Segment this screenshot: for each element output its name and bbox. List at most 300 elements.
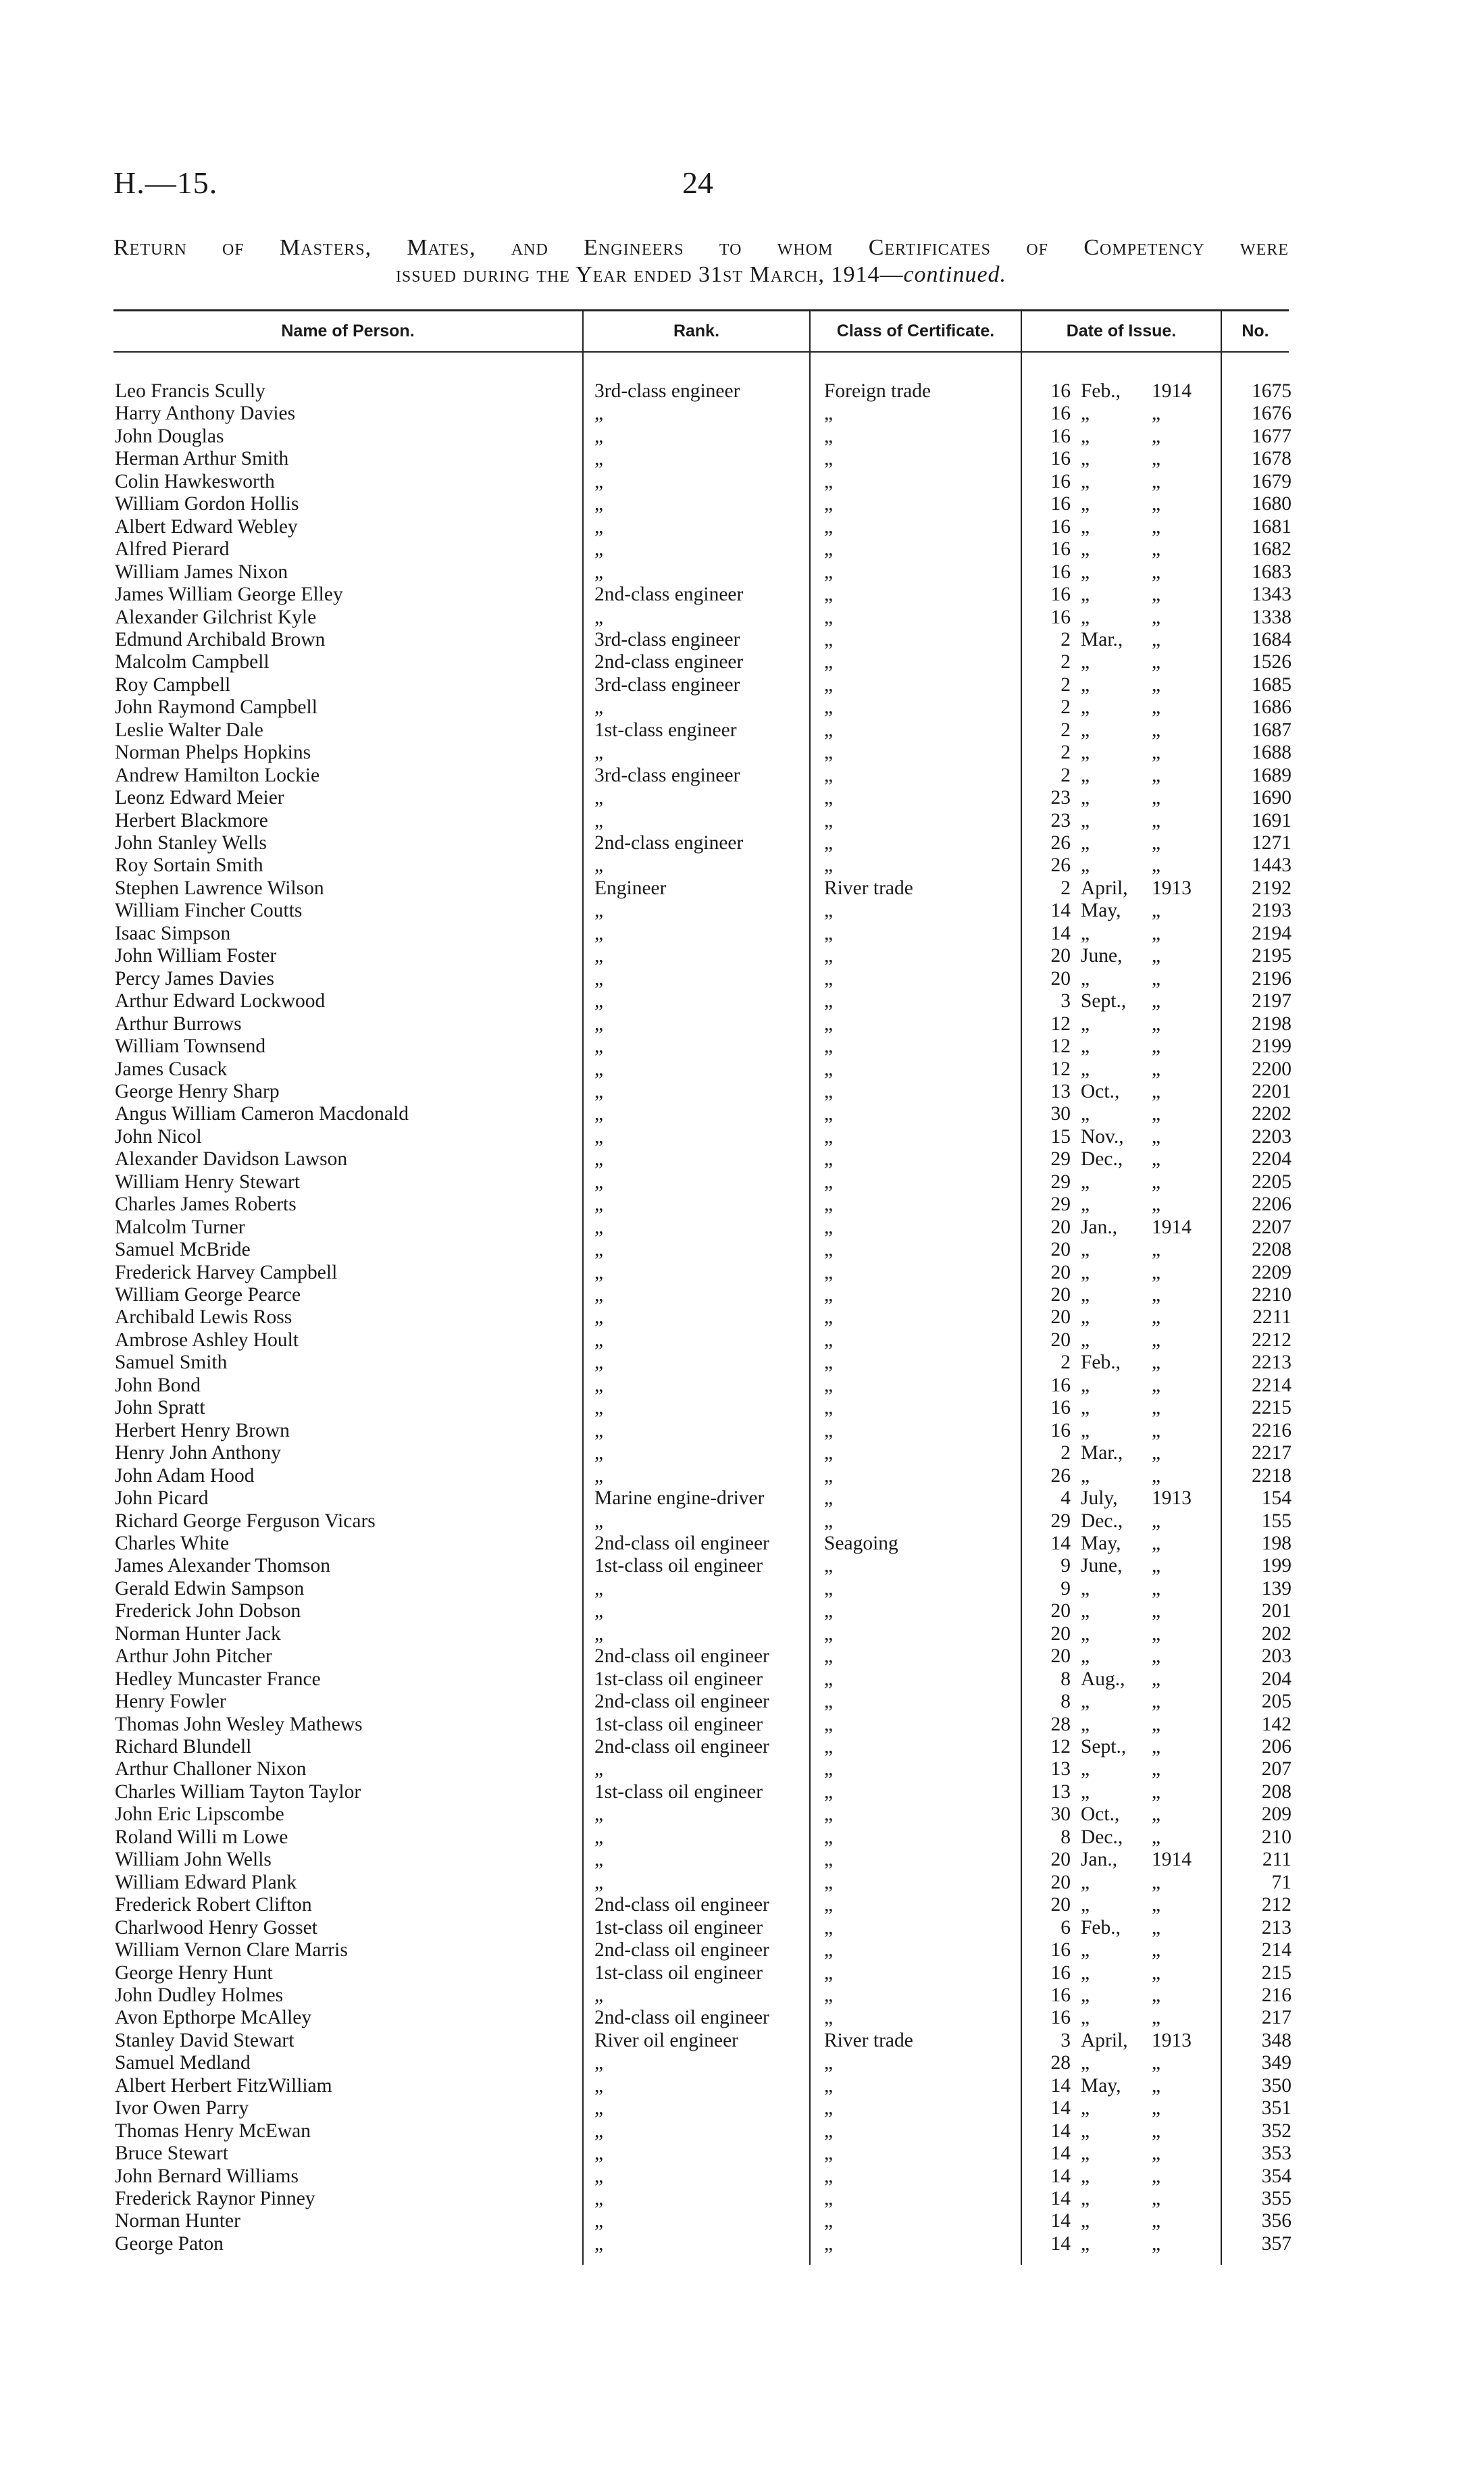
issue-month: „ — [1081, 403, 1090, 425]
issue-day: 9 — [1060, 1577, 1071, 1599]
certificate-number: 202 — [1261, 1622, 1291, 1645]
issue-month: „ — [1081, 2210, 1090, 2232]
rank: „ — [594, 425, 604, 447]
certificate-number: 1689 — [1252, 764, 1291, 786]
rank: 1st-class oil engineer — [594, 1780, 763, 1803]
issue-year: „ — [1152, 1916, 1161, 1939]
rank: „ — [594, 1803, 604, 1826]
issue-year: „ — [1152, 1780, 1161, 1803]
issue-day: 26 — [1050, 1464, 1071, 1487]
table-row — [0, 1442, 1484, 1464]
issue-day: 14 — [1050, 900, 1071, 922]
issue-day: 2 — [1060, 1352, 1071, 1374]
issue-month: „ — [1081, 2232, 1090, 2255]
rank: „ — [594, 1216, 604, 1238]
report-code: H.—15. — [113, 165, 218, 200]
rank: „ — [594, 403, 604, 425]
issue-day: 9 — [1060, 1555, 1071, 1577]
certificate-class: „ — [824, 561, 834, 583]
issue-year: „ — [1152, 787, 1161, 809]
issue-month: April, — [1081, 877, 1128, 899]
issue-year: „ — [1152, 2097, 1161, 2120]
rank: „ — [594, 1442, 604, 1464]
certificate-number: 2204 — [1252, 1148, 1291, 1171]
issue-day: 2 — [1060, 719, 1071, 741]
person-name: John Douglas — [115, 425, 224, 447]
table-row — [0, 1600, 1484, 1622]
table-row — [0, 1872, 1484, 1894]
issue-day: 20 — [1050, 945, 1071, 967]
issue-month: Oct., — [1081, 1803, 1120, 1826]
rank: „ — [594, 2188, 604, 2209]
issue-day: 12 — [1050, 1035, 1071, 1058]
table-row — [0, 742, 1484, 764]
person-name: James Alexander Thomson — [115, 1555, 330, 1577]
certificate-number: 212 — [1261, 1894, 1291, 1916]
rank: „ — [594, 1849, 604, 1871]
issue-year: „ — [1152, 1691, 1161, 1713]
certificate-class: „ — [824, 1194, 834, 1216]
certificate-class: „ — [824, 764, 834, 786]
person-name: John Dudley Holmes — [115, 1984, 284, 2006]
issue-year: „ — [1152, 1148, 1161, 1171]
table-row — [0, 1397, 1484, 1419]
rank: „ — [594, 1984, 604, 2006]
certificate-number: 71 — [1271, 1871, 1291, 1893]
certificate-number: 350 — [1261, 2074, 1291, 2097]
issue-month: June, — [1081, 945, 1123, 967]
certificate-class: „ — [824, 2120, 834, 2142]
issue-day: 16 — [1050, 1961, 1071, 1984]
issue-day: 16 — [1050, 606, 1071, 628]
person-name: Alexander Davidson Lawson — [115, 1148, 348, 1171]
issue-day: 16 — [1050, 515, 1071, 538]
issue-year: „ — [1152, 900, 1161, 922]
issue-day: 12 — [1050, 1012, 1071, 1035]
table-row — [0, 1781, 1484, 1803]
rank: „ — [594, 1148, 604, 1171]
certificate-number: 2211 — [1252, 1306, 1291, 1329]
issue-year: „ — [1152, 470, 1161, 492]
certificate-number: 351 — [1261, 2097, 1291, 2120]
rank: „ — [594, 1577, 604, 1599]
table-row — [0, 1803, 1484, 1826]
person-name: Thomas John Wesley Mathews — [115, 1713, 363, 1735]
issue-day: 16 — [1050, 1419, 1071, 1441]
issue-year: 1913 — [1152, 2029, 1192, 2051]
certificate-class: „ — [824, 696, 834, 719]
issue-year: 1913 — [1152, 1487, 1192, 1510]
issue-month: Jan., — [1081, 1216, 1118, 1238]
table-row — [0, 1171, 1484, 1194]
issue-year: „ — [1152, 809, 1161, 831]
certificate-class: „ — [824, 945, 834, 967]
table-title-text: issued during the Year ended 31st March, 1914— — [395, 262, 904, 287]
issue-month: „ — [1081, 764, 1090, 786]
certificate-class: „ — [824, 651, 834, 673]
issue-month: „ — [1081, 1419, 1090, 1441]
issue-month: „ — [1081, 742, 1090, 764]
table-row — [0, 1691, 1484, 1713]
certificate-number: 199 — [1261, 1555, 1291, 1577]
issue-month: „ — [1081, 1261, 1090, 1283]
certificate-class: „ — [824, 403, 834, 425]
rank: „ — [594, 1058, 604, 1080]
issue-day: 14 — [1050, 1532, 1071, 1554]
rank: „ — [594, 1035, 604, 1058]
person-name: Alexander Gilchrist Kyle — [115, 606, 317, 628]
rank: „ — [594, 1758, 604, 1780]
certificate-number: 1683 — [1252, 561, 1291, 583]
issue-day: 14 — [1050, 2074, 1071, 2097]
certificate-number: 1338 — [1252, 606, 1291, 628]
table-row — [0, 1420, 1484, 1442]
person-name: Bruce Stewart — [115, 2142, 228, 2165]
issue-day: 16 — [1050, 380, 1071, 402]
certificate-class: „ — [824, 2188, 834, 2209]
rank: „ — [594, 561, 604, 583]
certificate-class: „ — [824, 1780, 834, 1803]
table-row — [0, 629, 1484, 651]
rank: „ — [594, 1419, 604, 1441]
person-name: Leslie Walter Dale — [115, 719, 263, 741]
certificate-number: 2194 — [1252, 922, 1291, 944]
table-row — [0, 1578, 1484, 1600]
issue-month: „ — [1081, 1939, 1090, 1961]
table-row — [0, 2120, 1484, 2142]
column-header-class: Class of Certificate. — [836, 322, 995, 340]
rank: „ — [594, 2120, 604, 2142]
table-row — [0, 1984, 1484, 2007]
certificate-class: „ — [824, 1939, 834, 1961]
issue-month: „ — [1081, 425, 1090, 447]
certificate-class: „ — [824, 1577, 834, 1599]
person-name: Charles White — [115, 1532, 230, 1554]
issue-day: 28 — [1050, 1713, 1071, 1735]
issue-year: „ — [1152, 2007, 1161, 2029]
certificate-number: 1681 — [1252, 515, 1291, 538]
certificate-class: „ — [824, 1758, 834, 1780]
issue-year: „ — [1152, 1080, 1161, 1102]
certificate-number: 2208 — [1252, 1239, 1291, 1261]
certificate-class: „ — [824, 1600, 834, 1622]
rank: 2nd-class oil engineer — [594, 1532, 769, 1554]
issue-day: 16 — [1050, 425, 1071, 447]
issue-month: „ — [1081, 673, 1090, 696]
certificate-number: 1684 — [1252, 628, 1291, 650]
table-row — [0, 1239, 1484, 1261]
issue-month: Nov., — [1081, 1125, 1124, 1148]
issue-year: „ — [1152, 403, 1161, 425]
certificate-class: „ — [824, 900, 834, 922]
rank: „ — [594, 696, 604, 719]
table-row — [0, 1262, 1484, 1284]
person-name: Isaac Simpson — [115, 922, 231, 944]
rank: „ — [594, 448, 604, 470]
person-name: James Cusack — [115, 1058, 228, 1080]
rank: Engineer — [594, 877, 667, 899]
rank: „ — [594, 1239, 604, 1261]
issue-month: Mar., — [1081, 1442, 1123, 1464]
table-row — [0, 1939, 1484, 1961]
certificate-class: „ — [824, 1012, 834, 1035]
certificate-class: „ — [824, 832, 834, 854]
issue-day: 2 — [1060, 673, 1071, 696]
issue-day: 30 — [1050, 1103, 1071, 1125]
certificate-class: „ — [824, 1510, 834, 1532]
issue-month: „ — [1081, 2097, 1090, 2120]
issue-year: „ — [1152, 1125, 1161, 1148]
issue-month: „ — [1081, 719, 1090, 741]
certificate-number: 348 — [1261, 2029, 1291, 2051]
certificate-class: River trade — [824, 877, 913, 899]
certificate-class: „ — [824, 538, 834, 561]
issue-month: „ — [1081, 1103, 1090, 1125]
person-name: Stanley David Stewart — [115, 2029, 295, 2051]
certificate-number: 2217 — [1252, 1442, 1291, 1464]
issue-month: „ — [1081, 1171, 1090, 1193]
table-row — [0, 1058, 1484, 1081]
rank: 1st-class engineer — [594, 719, 737, 741]
issue-month: Aug., — [1081, 1668, 1125, 1690]
issue-year: „ — [1152, 1668, 1161, 1690]
issue-year: „ — [1152, 425, 1161, 447]
person-name: William George Pearce — [115, 1284, 301, 1306]
table-row — [0, 493, 1484, 515]
issue-day: 29 — [1050, 1194, 1071, 1216]
rank: „ — [594, 1125, 604, 1148]
issue-month: „ — [1081, 2165, 1090, 2187]
issue-day: 2 — [1060, 742, 1071, 764]
rank: River oil engineer — [594, 2029, 738, 2051]
certificate-number: 1685 — [1252, 673, 1291, 696]
person-name: Frederick John Dobson — [115, 1600, 301, 1622]
table-row — [0, 1962, 1484, 1984]
issue-day: 14 — [1050, 2210, 1071, 2232]
table-title-line-1: Return of Masters, Mates, and Engineers to whom Certificates of Competency were — [113, 235, 1289, 260]
person-name: Percy James Davies — [115, 967, 274, 990]
certificate-number: 1676 — [1252, 403, 1291, 425]
issue-day: 20 — [1050, 1239, 1071, 1261]
issue-day: 2 — [1060, 764, 1071, 786]
person-name: Angus William Cameron Macdonald — [115, 1103, 409, 1125]
table-row — [0, 1329, 1484, 1352]
issue-year: „ — [1152, 1510, 1161, 1532]
issue-day: 8 — [1060, 1668, 1071, 1690]
person-name: Henry John Anthony — [115, 1442, 281, 1464]
table-row — [0, 516, 1484, 538]
table-row — [0, 854, 1484, 877]
certificate-class: „ — [824, 1713, 834, 1735]
rank: „ — [594, 515, 604, 538]
certificate-number: 206 — [1261, 1736, 1291, 1757]
rank: „ — [594, 1261, 604, 1283]
rank: „ — [594, 2165, 604, 2187]
issue-month: „ — [1081, 1239, 1090, 1261]
person-name: Ivor Owen Parry — [115, 2097, 249, 2120]
table-row — [0, 1487, 1484, 1510]
table-row — [0, 2075, 1484, 2097]
issue-month: May, — [1081, 900, 1121, 922]
certificate-number: 1682 — [1252, 538, 1291, 561]
person-name: George Henry Hunt — [115, 1961, 273, 1984]
issue-year: „ — [1152, 1239, 1161, 1261]
certificate-class: „ — [824, 854, 834, 877]
issue-year: „ — [1152, 673, 1161, 696]
issue-year: „ — [1152, 1894, 1161, 1916]
issue-year: 1914 — [1152, 380, 1192, 402]
table-row — [0, 832, 1484, 854]
certificate-class: „ — [824, 1284, 834, 1306]
table-row — [0, 1103, 1484, 1125]
rank: 1st-class oil engineer — [594, 1961, 763, 1984]
table-row — [0, 696, 1484, 719]
certificate-number: 211 — [1262, 1849, 1291, 1871]
issue-day: 2 — [1060, 877, 1071, 899]
column-header-no: No. — [1242, 322, 1269, 340]
table-row — [0, 787, 1484, 809]
certificate-number: 154 — [1261, 1487, 1291, 1510]
certificate-number: 352 — [1261, 2120, 1291, 2142]
issue-day: 6 — [1060, 1916, 1071, 1939]
certificate-number: 2202 — [1252, 1103, 1291, 1125]
rank: „ — [594, 606, 604, 628]
rank: 3rd-class engineer — [594, 673, 740, 696]
person-name: Samuel Smith — [115, 1352, 228, 1374]
certificate-class: „ — [824, 2142, 834, 2165]
table-row — [0, 810, 1484, 832]
issue-day: 30 — [1050, 1803, 1071, 1826]
issue-year: „ — [1152, 990, 1161, 1012]
issue-month: „ — [1081, 1961, 1090, 1984]
issue-year: „ — [1152, 945, 1161, 967]
issue-year: „ — [1152, 1035, 1161, 1058]
issue-day: 4 — [1060, 1487, 1071, 1510]
table-row — [0, 448, 1484, 470]
rank: „ — [594, 1352, 604, 1374]
issue-day: 2 — [1060, 696, 1071, 719]
certificate-class: „ — [824, 1691, 834, 1713]
certificate-class: „ — [824, 1442, 834, 1464]
issue-day: 20 — [1050, 1284, 1071, 1306]
certificate-class: „ — [824, 470, 834, 492]
issue-year: „ — [1152, 2052, 1161, 2074]
issue-day: 20 — [1050, 1871, 1071, 1893]
issue-month: „ — [1081, 696, 1090, 719]
issue-day: 29 — [1050, 1148, 1071, 1171]
certificate-class: „ — [824, 719, 834, 741]
issue-day: 14 — [1050, 2142, 1071, 2165]
issue-year: „ — [1152, 1803, 1161, 1826]
person-name: Richard Blundell — [115, 1736, 252, 1757]
certificate-number: 2213 — [1252, 1352, 1291, 1374]
issue-month: „ — [1081, 1691, 1090, 1713]
person-name: Frederick Robert Clifton — [115, 1894, 312, 1916]
certificate-number: 1686 — [1252, 696, 1291, 719]
issue-year: „ — [1152, 1939, 1161, 1961]
issue-day: 23 — [1050, 809, 1071, 831]
person-name: Edmund Archibald Brown — [115, 628, 326, 650]
certificate-class: „ — [824, 787, 834, 809]
person-name: Charles William Tayton Taylor — [115, 1780, 361, 1803]
issue-day: 16 — [1050, 1374, 1071, 1396]
table-row — [0, 1035, 1484, 1058]
rank: „ — [594, 900, 604, 922]
person-name: Andrew Hamilton Lockie — [115, 764, 320, 786]
certificate-number: 1343 — [1252, 584, 1291, 606]
issue-month: „ — [1081, 2188, 1090, 2209]
table-row — [0, 426, 1484, 448]
rank: „ — [594, 1080, 604, 1102]
issue-year: „ — [1152, 967, 1161, 990]
person-name: William Gordon Hollis — [115, 493, 299, 515]
issue-year: „ — [1152, 628, 1161, 650]
issue-month: Mar., — [1081, 628, 1123, 650]
certificate-number: 2206 — [1252, 1194, 1291, 1216]
issue-year: „ — [1152, 1577, 1161, 1599]
rank: „ — [594, 2142, 604, 2165]
certificate-class: „ — [824, 1125, 834, 1148]
certificate-class: „ — [824, 1736, 834, 1757]
certificate-number: 204 — [1261, 1668, 1291, 1690]
person-name: George Paton — [115, 2232, 224, 2255]
rank: „ — [594, 922, 604, 944]
issue-year: „ — [1152, 1329, 1161, 1351]
table-top-rule — [113, 309, 1289, 311]
issue-month: „ — [1081, 2007, 1090, 2029]
person-name: Albert Edward Webley — [115, 515, 298, 538]
certificate-class: „ — [824, 2232, 834, 2255]
table-row — [0, 1081, 1484, 1103]
person-name: Archibald Lewis Ross — [115, 1306, 292, 1329]
certificate-number: 2209 — [1252, 1261, 1291, 1283]
issue-day: 3 — [1060, 990, 1071, 1012]
person-name: Avon Epthorpe McAlley — [115, 2007, 312, 2029]
certificate-class: „ — [824, 1058, 834, 1080]
person-name: John Raymond Campbell — [115, 696, 317, 719]
rank: „ — [594, 787, 604, 809]
certificate-class: „ — [824, 1080, 834, 1102]
certificate-number: 217 — [1261, 2007, 1291, 2029]
rank: 2nd-class oil engineer — [594, 1894, 769, 1916]
rank: „ — [594, 2210, 604, 2232]
table-row — [0, 1284, 1484, 1306]
person-name: Frederick Harvey Campbell — [115, 1261, 338, 1283]
table-row — [0, 2188, 1484, 2210]
certificate-number: 355 — [1261, 2188, 1291, 2209]
person-name: Hedley Muncaster France — [115, 1668, 321, 1690]
issue-day: 2 — [1060, 1442, 1071, 1464]
certificate-number: 155 — [1261, 1510, 1291, 1532]
table-row — [0, 990, 1484, 1012]
person-name: Frederick Raynor Pinney — [115, 2188, 315, 2209]
certificate-class: „ — [824, 2007, 834, 2029]
issue-month: „ — [1081, 2120, 1090, 2142]
issue-year: „ — [1152, 1194, 1161, 1216]
person-name: John Adam Hood — [115, 1464, 255, 1487]
rank: „ — [594, 990, 604, 1012]
rank: 2nd-class oil engineer — [594, 1691, 769, 1713]
certificate-number: 1690 — [1252, 787, 1291, 809]
rank: 2nd-class engineer — [594, 584, 744, 606]
issue-month: Sept., — [1081, 990, 1127, 1012]
rank: „ — [594, 1194, 604, 1216]
certificate-class: „ — [824, 1035, 834, 1058]
rank: Marine engine-driver — [594, 1487, 765, 1510]
person-name: Leonz Edward Meier — [115, 787, 284, 809]
issue-month: July, — [1081, 1487, 1118, 1510]
rank: 1st-class oil engineer — [594, 1916, 763, 1939]
